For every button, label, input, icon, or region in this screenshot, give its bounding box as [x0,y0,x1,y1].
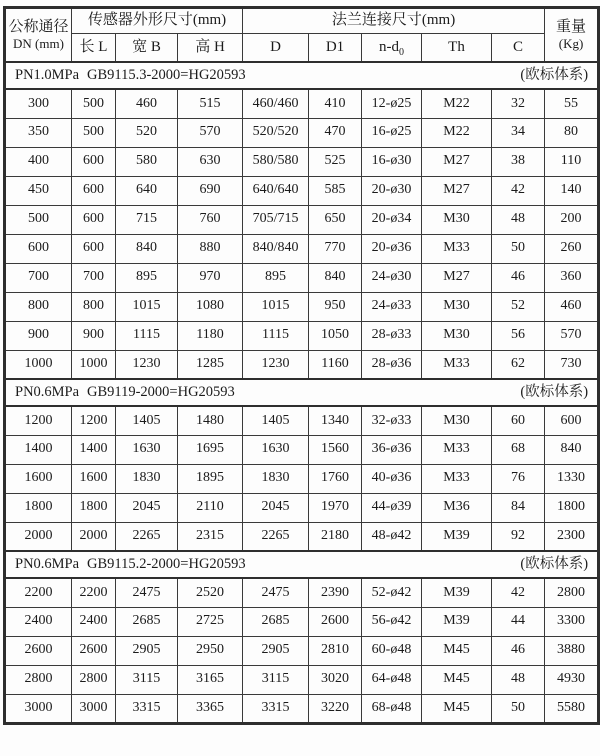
cell-nd: 48-ø42 [362,522,422,551]
cell-nd: 60-ø48 [362,636,422,665]
cell-d: 1115 [243,321,309,350]
cell-c: 42 [492,578,545,607]
cell-nd: 40-ø36 [362,464,422,493]
cell-c: 52 [492,292,545,321]
cell-kg: 55 [545,89,599,118]
cell-kg: 730 [545,350,599,379]
cell-b: 1630 [116,435,178,464]
cell-kg: 2300 [545,522,599,551]
cell-c: 56 [492,321,545,350]
cell-b: 640 [116,176,178,205]
table-row [5,176,599,205]
cell-c: 50 [492,694,545,723]
cell-d1: 2810 [309,636,362,665]
cell-d: 1830 [243,464,309,493]
cell-dn: 350 [5,118,72,147]
cell-h: 690 [178,176,243,205]
cell-d1: 525 [309,147,362,176]
cell-kg: 840 [545,435,599,464]
section-header-cell [5,379,599,406]
header-dn-unit: DN (mm) [13,36,64,52]
cell-d1: 1760 [309,464,362,493]
table-row [5,522,599,551]
section-header-row [5,551,599,578]
header-group-row [5,8,599,34]
cell-l: 500 [72,89,116,118]
cell-th: M33 [422,464,492,493]
cell-c: 84 [492,493,545,522]
pressure-rating-label: PN1.0MPa [15,67,80,84]
cell-th: M33 [422,435,492,464]
cell-l: 2200 [72,578,116,607]
cell-nd: 12-ø25 [362,89,422,118]
cell-h: 570 [178,118,243,147]
cell-kg: 80 [545,118,599,147]
cell-c: 76 [492,464,545,493]
cell-dn: 400 [5,147,72,176]
cell-l: 3000 [72,694,116,723]
cell-th: M33 [422,234,492,263]
cell-dn: 900 [5,321,72,350]
cell-b: 715 [116,205,178,234]
cell-kg: 600 [545,406,599,435]
cell-c: 38 [492,147,545,176]
cell-kg: 360 [545,263,599,292]
pressure-rating-label: PN0.6MPa [15,556,80,573]
cell-h: 2520 [178,578,243,607]
cell-nd: 16-ø25 [362,118,422,147]
cell-dn: 1200 [5,406,72,435]
table-row [5,118,599,147]
cell-dn: 700 [5,263,72,292]
cell-th: M33 [422,350,492,379]
header-col-width: 宽 B [116,34,178,63]
cell-nd: 20-ø36 [362,234,422,263]
cell-h: 1180 [178,321,243,350]
header-nd-base: n-d [379,38,400,55]
cell-c: 92 [492,522,545,551]
cell-d1: 1560 [309,435,362,464]
header-col-length: 长 L [72,34,116,63]
cell-kg: 3300 [545,607,599,636]
cell-b: 1830 [116,464,178,493]
cell-th: M39 [422,607,492,636]
cell-b: 2045 [116,493,178,522]
cell-d: 3115 [243,665,309,694]
cell-l: 1400 [72,435,116,464]
cell-th: M22 [422,118,492,147]
cell-l: 2800 [72,665,116,694]
cell-l: 600 [72,205,116,234]
cell-kg: 2800 [545,578,599,607]
cell-d1: 1050 [309,321,362,350]
table-row [5,406,599,435]
cell-l: 900 [72,321,116,350]
cell-th: M30 [422,292,492,321]
cell-kg: 140 [545,176,599,205]
cell-th: M30 [422,205,492,234]
cell-dn: 800 [5,292,72,321]
cell-kg: 1800 [545,493,599,522]
cell-dn: 1800 [5,493,72,522]
cell-th: M39 [422,578,492,607]
header-weight-title: 重量 [556,18,587,35]
cell-dn: 300 [5,89,72,118]
cell-d1: 840 [309,263,362,292]
cell-h: 630 [178,147,243,176]
cell-kg: 5580 [545,694,599,723]
table-row [5,321,599,350]
cell-d: 895 [243,263,309,292]
table-row [5,435,599,464]
header-col-th: Th [422,34,492,63]
cell-c: 44 [492,607,545,636]
cell-l: 700 [72,263,116,292]
cell-b: 2265 [116,522,178,551]
standard-code-label: GB9115.2-2000=HG20593 [87,556,246,573]
cell-l: 600 [72,176,116,205]
cell-dn: 450 [5,176,72,205]
cell-d1: 1340 [309,406,362,435]
cell-d1: 2390 [309,578,362,607]
header-col-c: C [492,34,545,63]
cell-c: 46 [492,263,545,292]
cell-d: 840/840 [243,234,309,263]
header-col-dn [5,8,72,63]
table-row [5,234,599,263]
header-col-d: D [243,34,309,63]
cell-b: 3315 [116,694,178,723]
cell-nd: 36-ø36 [362,435,422,464]
cell-h: 2110 [178,493,243,522]
cell-th: M27 [422,147,492,176]
table-row [5,493,599,522]
cell-d1: 3020 [309,665,362,694]
cell-b: 1115 [116,321,178,350]
cell-d: 1230 [243,350,309,379]
cell-h: 760 [178,205,243,234]
cell-nd: 32-ø33 [362,406,422,435]
cell-d: 460/460 [243,89,309,118]
table-row [5,263,599,292]
cell-kg: 260 [545,234,599,263]
cell-th: M36 [422,493,492,522]
cell-c: 34 [492,118,545,147]
header-col-nd [362,34,422,63]
cell-kg: 1330 [545,464,599,493]
cell-th: M27 [422,176,492,205]
cell-h: 3165 [178,665,243,694]
header-flange-group: 法兰连接尺寸(mm) [243,8,545,34]
cell-th: M45 [422,636,492,665]
header-nd-subscript: 0 [399,46,405,58]
header-col-height: 高 H [178,34,243,63]
cell-d: 705/715 [243,205,309,234]
cell-kg: 460 [545,292,599,321]
cell-h: 1480 [178,406,243,435]
cell-d1: 410 [309,89,362,118]
cell-nd: 20-ø30 [362,176,422,205]
standard-code-label: GB9119-2000=HG20593 [87,384,235,401]
cell-b: 2475 [116,578,178,607]
cell-d: 2045 [243,493,309,522]
cell-d: 2475 [243,578,309,607]
section-header-cell [5,551,599,578]
table-row [5,665,599,694]
header-dn-title: 公称通径 [8,18,69,35]
cell-c: 62 [492,350,545,379]
cell-h: 880 [178,234,243,263]
cell-l: 1600 [72,464,116,493]
cell-h: 1080 [178,292,243,321]
cell-kg: 570 [545,321,599,350]
cell-d: 2905 [243,636,309,665]
header-col-d1: D1 [309,34,362,63]
cell-b: 460 [116,89,178,118]
cell-dn: 1400 [5,435,72,464]
section-header-row [5,379,599,406]
table-row [5,607,599,636]
cell-dn: 1600 [5,464,72,493]
cell-dn: 3000 [5,694,72,723]
table-row [5,464,599,493]
cell-dn: 2800 [5,665,72,694]
cell-h: 2315 [178,522,243,551]
table-row [5,89,599,118]
cell-nd: 20-ø34 [362,205,422,234]
standard-code-label: GB9115.3-2000=HG20593 [87,67,246,84]
cell-c: 32 [492,89,545,118]
cell-d1: 1970 [309,493,362,522]
cell-c: 46 [492,636,545,665]
cell-nd: 28-ø36 [362,350,422,379]
cell-d1: 2180 [309,522,362,551]
header-weight-unit: (Kg) [558,36,584,52]
cell-h: 3365 [178,694,243,723]
table-row [5,636,599,665]
cell-d: 3315 [243,694,309,723]
cell-th: M22 [422,89,492,118]
cell-nd: 56-ø42 [362,607,422,636]
cell-nd: 64-ø48 [362,665,422,694]
table-row [5,147,599,176]
cell-b: 2685 [116,607,178,636]
cell-dn: 1000 [5,350,72,379]
cell-dn: 2600 [5,636,72,665]
cell-d1: 950 [309,292,362,321]
cell-d1: 3220 [309,694,362,723]
cell-d: 640/640 [243,176,309,205]
cell-b: 1405 [116,406,178,435]
cell-d1: 1160 [309,350,362,379]
cell-d1: 585 [309,176,362,205]
cell-l: 600 [72,234,116,263]
cell-kg: 4930 [545,665,599,694]
cell-l: 800 [72,292,116,321]
cell-d: 1015 [243,292,309,321]
cell-d: 520/520 [243,118,309,147]
table-row [5,350,599,379]
cell-th: M30 [422,321,492,350]
cell-th: M45 [422,694,492,723]
cell-b: 840 [116,234,178,263]
cell-l: 1200 [72,406,116,435]
cell-h: 1695 [178,435,243,464]
cell-kg: 110 [545,147,599,176]
cell-dn: 2200 [5,578,72,607]
standard-system-note: (欧标体系) [520,67,589,84]
cell-nd: 68-ø48 [362,694,422,723]
cell-th: M27 [422,263,492,292]
cell-b: 520 [116,118,178,147]
cell-d: 580/580 [243,147,309,176]
section-header-cell [5,62,599,89]
cell-l: 2000 [72,522,116,551]
cell-h: 515 [178,89,243,118]
cell-c: 50 [492,234,545,263]
table-row [5,292,599,321]
table-header [5,8,599,63]
cell-dn: 2400 [5,607,72,636]
table-row [5,205,599,234]
table-row [5,578,599,607]
cell-th: M45 [422,665,492,694]
cell-d: 2265 [243,522,309,551]
cell-b: 1230 [116,350,178,379]
cell-d1: 470 [309,118,362,147]
cell-d: 1630 [243,435,309,464]
cell-th: M39 [422,522,492,551]
cell-l: 1000 [72,350,116,379]
cell-c: 60 [492,406,545,435]
cell-dn: 500 [5,205,72,234]
cell-dn: 600 [5,234,72,263]
cell-dn: 2000 [5,522,72,551]
cell-d1: 770 [309,234,362,263]
cell-nd: 44-ø39 [362,493,422,522]
cell-l: 600 [72,147,116,176]
standard-system-note: (欧标体系) [520,556,589,573]
cell-c: 68 [492,435,545,464]
cell-h: 1895 [178,464,243,493]
cell-h: 1285 [178,350,243,379]
dimension-spec-table [3,6,600,725]
cell-d1: 2600 [309,607,362,636]
cell-h: 2725 [178,607,243,636]
cell-d: 1405 [243,406,309,435]
cell-nd: 52-ø42 [362,578,422,607]
cell-nd: 24-ø33 [362,292,422,321]
cell-l: 1800 [72,493,116,522]
cell-l: 2600 [72,636,116,665]
cell-b: 895 [116,263,178,292]
cell-d: 2685 [243,607,309,636]
section-header-row [5,62,599,89]
table-row [5,694,599,723]
cell-b: 1015 [116,292,178,321]
cell-nd: 28-ø33 [362,321,422,350]
cell-d1: 650 [309,205,362,234]
cell-nd: 24-ø30 [362,263,422,292]
cell-b: 2905 [116,636,178,665]
standard-system-note: (欧标体系) [520,384,589,401]
cell-l: 500 [72,118,116,147]
cell-th: M30 [422,406,492,435]
cell-nd: 16-ø30 [362,147,422,176]
cell-c: 42 [492,176,545,205]
header-col-weight [545,8,599,63]
cell-h: 2950 [178,636,243,665]
cell-kg: 3880 [545,636,599,665]
cell-b: 3115 [116,665,178,694]
cell-l: 2400 [72,607,116,636]
pressure-rating-label: PN0.6MPa [15,384,80,401]
cell-c: 48 [492,665,545,694]
header-sensor-group: 传感器外形尺寸(mm) [72,8,243,34]
cell-h: 970 [178,263,243,292]
header-sub-row [5,34,599,63]
table-body [5,62,599,723]
cell-c: 48 [492,205,545,234]
cell-b: 580 [116,147,178,176]
cell-kg: 200 [545,205,599,234]
